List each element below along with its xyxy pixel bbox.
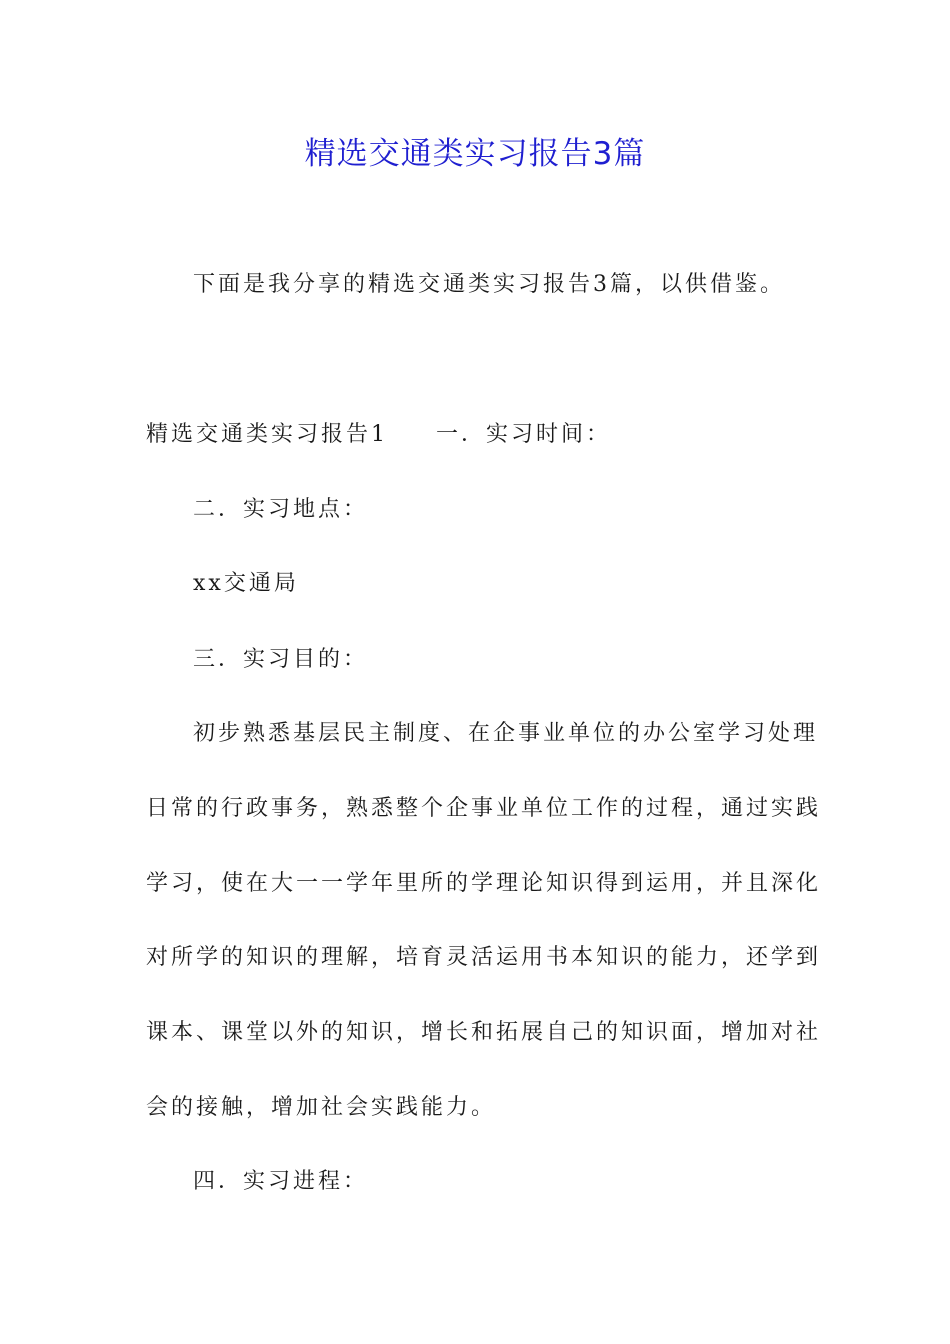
intro-paragraph: 下面是我分享的精选交通类实习报告3篇，以供借鉴。 [193,272,785,297]
purpose-line: 日常的行政事务，熟悉整个企事业单位工作的过程，通过实践 [146,796,822,821]
section-heading-purpose: 三．实习目的： [193,647,369,672]
section-heading-location: 二．实习地点： [193,497,369,522]
purpose-line: 对所学的知识的理解，培育灵活运用书本知识的能力，还学到 [146,945,822,970]
purpose-line: 会的接触，增加社会实践能力。 [146,1095,497,1120]
purpose-line: 初步熟悉基层民主制度、在企事业单位的办公室学习处理 [193,721,819,746]
report1-heading-line [146,420,611,450]
section-heading-process: 四．实习进程： [193,1169,369,1194]
section-heading-time: 一．实习时间： [436,422,612,447]
location-value: xx交通局 [193,571,299,596]
purpose-line: 课本、课堂以外的知识，增长和拓展自己的知识面，增加对社 [146,1020,822,1045]
purpose-line: 学习，使在大一一学年里所的学理论知识得到运用，并且深化 [146,871,822,896]
document-title: 精选交通类实习报告3篇 [304,136,646,172]
report1-label: 精选交通类实习报告1 [146,422,388,447]
